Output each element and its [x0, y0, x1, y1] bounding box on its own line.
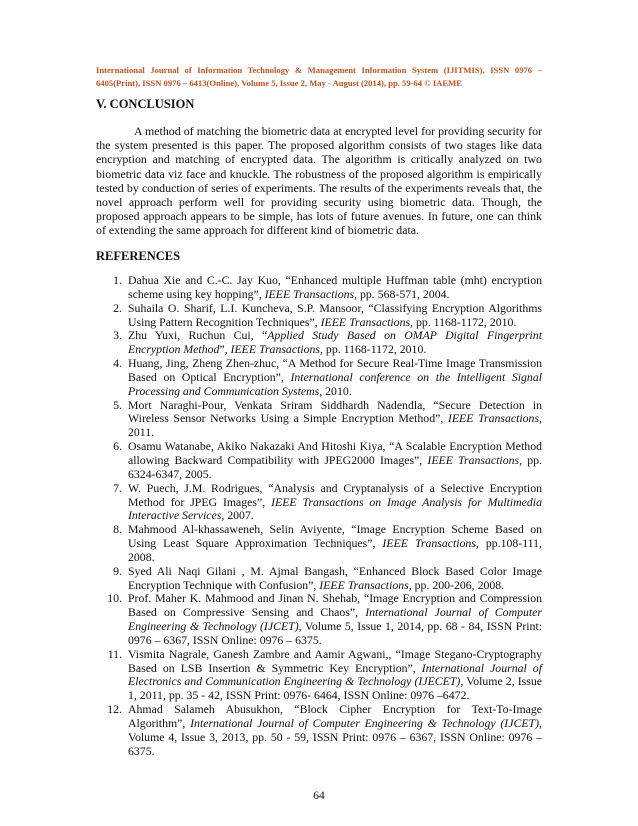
reference-fragment: Syed Ali Naqi Gilani , M. Ajmal Bangash, “Enhanced Block Based Color Image Encryption Technique with Confusion”, — [128, 563, 542, 592]
reference-number: 10. — [107, 591, 122, 606]
reference-item — [96, 482, 542, 524]
reference-text — [128, 648, 542, 703]
reference-number: 12. — [107, 702, 122, 717]
reference-fragment: Suhaila O. Sharif, L.I. Kuncheva, S.P. Mansoor, “Classifying Encryption Algorithms Using Pattern Recognition Techniques”, — [128, 300, 542, 329]
reference-text — [128, 399, 542, 441]
reference-number: 1. — [113, 273, 122, 287]
reference-venue: Applied Study Based on OMAP Digital Fingerprint Encryption Method — [128, 328, 542, 357]
reference-venue: IEEE Transactions, — [264, 286, 358, 301]
reference-fragment: Dahua Xie and C.-C. Jay Kuo, “Enhanced multiple Huffman table (mht) encryption scheme using key hopping”, — [128, 273, 542, 301]
reference-fragment: pp. 568-571, 2004. — [357, 286, 450, 301]
reference-fragment: Mahmood Al-khassaweneh, Selin Aviyente, “Image Encryption Scheme Based on Using Least Square Approximation Techniques”, — [128, 522, 542, 551]
reference-fragment: W. Puech, J.M. Rodrigues, “Analysis and Cryptanalysis of a Selective Encryption Method for JPEG Images”, — [128, 480, 542, 509]
reference-venue: International Journal of Electronics and Communication Engineering & Technology (IJECET) — [128, 660, 542, 689]
reference-text — [128, 703, 542, 758]
reference-number: 6. — [113, 439, 122, 454]
reference-text — [128, 482, 542, 524]
reference-number: 2. — [113, 300, 122, 315]
reference-text — [128, 357, 542, 399]
reference-venue: IEEE Transactions, — [320, 314, 414, 329]
reference-text — [128, 523, 542, 565]
reference-venue: IEEE Transactions, — [319, 577, 412, 592]
reference-venue: IEEE Transactions, — [230, 342, 323, 357]
reference-number: 3. — [113, 328, 122, 343]
reference-fragment: Prof. Maher K. Mahmood and Jinan N. Shehab, “Image Encryption and Compression Based on Compressive Sensing and Chaos”, — [128, 591, 542, 620]
reference-text — [128, 274, 542, 302]
reference-item — [96, 357, 542, 399]
conclusion-heading: V. CONCLUSION — [96, 97, 195, 111]
reference-fragment: pp. 6324-6347, 2005. — [128, 452, 542, 481]
reference-item — [96, 703, 542, 758]
reference-fragment: Zhu Yuxi, Ruchun Cui, “ — [128, 328, 268, 343]
reference-fragment: Vismita Nagrale, Ganesh Zambre and Aamir Agwani,, “Image Stegano-Cryptography Based on LSB Insertion & Symmetric Key Encryption”, — [128, 646, 542, 675]
reference-fragment: , 2011. — [128, 411, 542, 440]
reference-fragment: , Volume 4, Issue 3, 2013, pp. 50 - 59, ISSN Print: 0976 – 6367, ISSN Online: 0976 – 6375. — [128, 716, 542, 758]
reference-fragment: Osamu Watanabe, Akiko Nakazaki And Hitoshi Kiya, “A Scalable Encryption Method allowing Backward Compatibility with JPEG2000 Images”, — [128, 439, 542, 467]
reference-venue: IEEE Transactions, — [382, 536, 479, 551]
reference-fragment: , Volume 5, Issue 1, 2014, pp. 68 - 84, ISSN Print: 0976 – 6367, ISSN Online: 0976 – 6375. — [128, 619, 543, 647]
reference-item — [96, 440, 542, 482]
reference-fragment: pp.108-111, 2008. — [128, 536, 542, 564]
reference-text — [128, 329, 542, 357]
references-heading: REFERENCES — [96, 249, 181, 263]
reference-item — [96, 565, 542, 593]
reference-venue: International Journal of Computer Engineering & Technology (IJCET) — [128, 605, 542, 634]
reference-number: 9. — [113, 563, 122, 578]
reference-fragment: Ahmad Salameh Abusukhon, “Block Cipher Encryption for Text-To-Image Algorithm”, — [128, 702, 542, 730]
reference-text — [128, 592, 542, 647]
reference-venue: IEEE Transactions on Image Analysis for Multimedia Interactive Services, — [128, 494, 542, 523]
reference-item — [96, 648, 542, 703]
reference-text — [128, 440, 542, 482]
reference-item — [96, 592, 542, 647]
reference-number: 7. — [113, 480, 122, 495]
reference-item — [96, 523, 542, 565]
reference-number: 5. — [113, 397, 122, 412]
reference-list — [96, 274, 542, 759]
reference-fragment: Huang, Jing, Zheng Zhen-zhuc, “A Method for Secure Real-Time Image Transmission Based on Optical Encryption”, — [128, 356, 542, 384]
reference-item — [96, 274, 542, 302]
journal-header: International Journal of Information Technology & Management Information System (IJITMIS), ISSN 0976 – 6405(Print), ISSN 0976 – 6413(Online), Volume 5, Issue 2, May - August (2014), pp. 59-64 © IAEME — [96, 65, 542, 88]
reference-fragment: pp. 1168-1172, 2010. — [322, 342, 427, 357]
reference-text — [128, 302, 542, 330]
reference-item — [96, 302, 542, 330]
reference-number: 8. — [113, 522, 122, 537]
page-number: 64 — [313, 790, 325, 802]
reference-fragment: 2010. — [322, 383, 352, 398]
reference-item — [96, 399, 542, 441]
reference-venue: IEEE Transactions, — [427, 452, 523, 467]
reference-fragment: Mort Naraghi-Pour, Venkata Sriram Siddhardh Nadendla, “Secure Detection in Wireless Sensor Networks Using a Simple Encryption Method”, — [128, 397, 542, 426]
reference-fragment: pp. 1168-1172, 2010. — [413, 314, 517, 329]
reference-text — [128, 565, 542, 593]
reference-item — [96, 329, 542, 357]
reference-fragment: , Volume 2, Issue 1, 2011, pp. 35 - 42, ISSN Print: 0976- 6464, ISSN Online: 0976 –6472. — [128, 674, 542, 703]
reference-fragment: ”, — [219, 342, 231, 357]
conclusion-paragraph: A method of matching the biometric data at encrypted level for providing security for the system presented is this paper. The proposed algorithm consists of two stages like data encryption and matching of encrypted data. The algorithm is critically analyzed on two biometric data viz face and knuckle. The robustness of the proposed algorithm is empirically tested by conduction of series of experiments. The results of the experiments reveals that, the novel approach perform well for providing security using biometric data. Though, the proposed approach appears to be simple, has lots of future avenues. In future, one can think of extending the same approach for different kind of biometric data. — [96, 124, 542, 238]
reference-number: 11. — [107, 646, 122, 661]
reference-venue: International conference on the Intelligent Signal Processing and Communication Systems, — [128, 369, 543, 398]
reference-venue: International Journal of Computer Engineering & Technology (IJCET) — [190, 716, 540, 730]
reference-number: 4. — [113, 356, 122, 371]
reference-venue: IEEE Transactions — [447, 411, 540, 426]
reference-fragment: pp. 200-206, 2008. — [411, 577, 505, 592]
reference-fragment: 2007. — [224, 508, 254, 523]
